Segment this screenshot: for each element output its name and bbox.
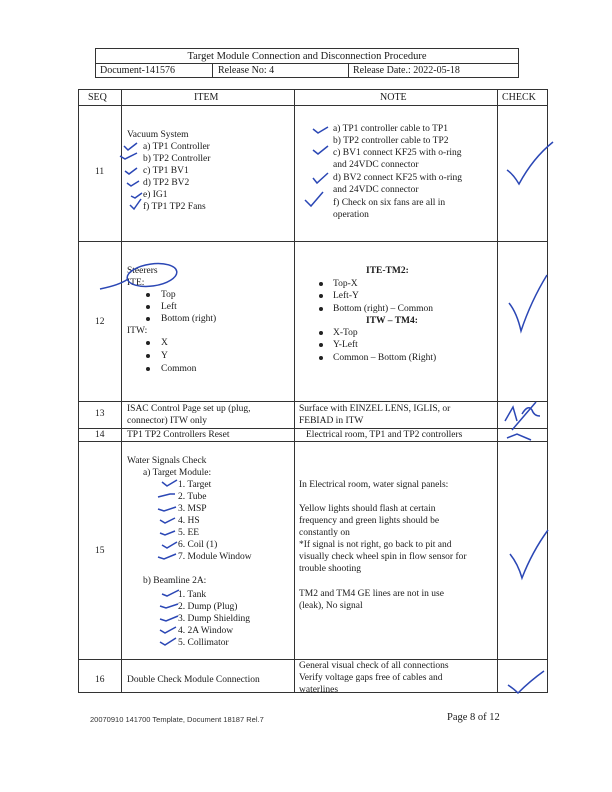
list-item: 4. 2A Window <box>178 626 234 636</box>
check-mark-icon <box>507 142 553 184</box>
group-label: ITE: <box>127 278 145 288</box>
list-item: Left <box>161 302 177 312</box>
pen-stroke-icon <box>507 434 531 440</box>
list-item: 5. EE <box>178 528 200 538</box>
note-line: Bottom (right) – Common <box>333 304 434 314</box>
column-header-seq: SEQ <box>88 92 107 103</box>
seq-number: 11 <box>95 167 105 177</box>
note-line: TM2 and TM4 GE lines are not in use <box>299 589 444 599</box>
note-line: c) BV1 connect KF25 with o-ring <box>333 148 462 158</box>
item-line: Double Check Module Connection <box>127 675 260 685</box>
footer-template: 20070910 141700 Template, Document 18187 Rel.7 <box>90 715 264 724</box>
seq-number: 15 <box>95 546 105 556</box>
note-line: In Electrical room, water signal panels: <box>299 480 449 490</box>
list-item: 1. Tank <box>178 590 207 600</box>
list-item: Common <box>161 364 197 374</box>
sub-heading: b) Beamline 2A: <box>143 576 207 586</box>
note-line: (leak), No signal <box>299 601 363 611</box>
circle-annotation-icon <box>126 261 179 290</box>
note-line: constantly on <box>299 528 350 538</box>
check-mark-icon <box>509 275 547 331</box>
list-item: 2. Tube <box>178 492 207 502</box>
note-line: Common – Bottom (Right) <box>333 353 437 363</box>
tick-mark-icon <box>160 604 178 608</box>
list-item: 6. Coil (1) <box>178 540 218 550</box>
tick-mark-icon <box>124 143 137 150</box>
note-line: Y-Left <box>333 340 358 350</box>
list-item: f) TP1 TP2 Fans <box>143 202 206 212</box>
procedure-title: Target Module Connection and Disconnection Procedure <box>95 48 519 64</box>
list-item: 4. HS <box>178 516 200 526</box>
note-line: visually check wheel spin in flow sensor for <box>299 552 467 562</box>
tick-mark-icon <box>131 193 142 198</box>
list-item: Bottom (right) <box>161 314 217 324</box>
note-heading: ITW – TM4: <box>366 316 418 326</box>
list-item: d) TP2 BV2 <box>143 178 190 188</box>
note-line: FEBIAD in ITW <box>299 416 364 426</box>
note-line: f) Check on six fans are all in <box>333 198 446 208</box>
seq-number: 13 <box>95 409 105 419</box>
list-item: e) IG1 <box>143 190 168 200</box>
tick-mark-icon <box>160 638 176 645</box>
tick-mark-icon <box>313 146 328 154</box>
seq-number: 16 <box>95 675 105 685</box>
tick-mark-icon <box>160 616 178 621</box>
document-number: Document-141576 <box>96 64 213 77</box>
note-line: General visual check of all connections <box>299 661 449 671</box>
note-line: waterlines <box>299 685 339 695</box>
check-mark-icon <box>508 671 544 693</box>
tick-mark-icon <box>160 531 175 535</box>
list-item: 3. Dump Shielding <box>178 614 251 624</box>
tick-mark-icon <box>160 518 175 523</box>
item-line: TP1 TP2 Controllers Reset <box>127 430 230 440</box>
tick-mark-icon <box>162 542 177 548</box>
list-item: 7. Module Window <box>178 552 252 562</box>
list-item: 1. Target <box>178 480 212 490</box>
sub-heading: a) Target Module: <box>143 468 212 478</box>
item-title: Steerers <box>127 266 158 276</box>
note-line: and 24VDC connector <box>333 185 419 195</box>
note-line: Surface with EINZEL LENS, IGLIS, or <box>299 404 451 414</box>
na-handwriting-icon <box>505 402 540 430</box>
list-item: 2. Dump (Plug) <box>178 602 238 612</box>
note-line: a) TP1 controller cable to TP1 <box>333 124 448 134</box>
note-line: Top-X <box>333 279 358 289</box>
tick-mark-icon <box>162 590 179 596</box>
note-line: d) BV2 connect KF25 with o-ring <box>333 173 463 183</box>
tick-mark-icon <box>130 199 141 209</box>
tick-mark-icon <box>125 168 137 174</box>
seq-number: 12 <box>95 317 105 327</box>
pen-stroke-icon <box>100 279 128 289</box>
note-heading: ITE-TM2: <box>366 266 409 276</box>
list-item: Y <box>161 351 168 361</box>
column-header-item: ITEM <box>194 92 219 103</box>
tick-mark-icon <box>160 627 176 633</box>
column-header-check: CHECK <box>502 92 536 103</box>
note-line: operation <box>333 210 369 220</box>
note-line: Left-Y <box>333 291 359 301</box>
list-item: X <box>161 338 168 348</box>
tick-mark-icon <box>158 554 176 559</box>
list-item: b) TP2 Controller <box>143 154 211 164</box>
column-header-note: NOTE <box>380 92 407 103</box>
item-line: ISAC Control Page set up (plug, <box>127 404 251 414</box>
tick-mark-icon <box>162 480 177 486</box>
tick-mark-icon <box>158 494 175 497</box>
list-item: 5. Collimator <box>178 638 229 648</box>
list-item: c) TP1 BV1 <box>143 166 189 176</box>
note-line: Yellow lights should flash at certain <box>299 504 436 514</box>
release-number: Release No: 4 <box>213 64 349 77</box>
tick-mark-icon <box>313 173 328 183</box>
group-label: ITW: <box>127 326 148 336</box>
note-line: Electrical room, TP1 and TP2 controllers <box>306 430 463 440</box>
list-item: a) TP1 Controller <box>143 142 210 152</box>
item-title: Vacuum System <box>127 130 189 140</box>
seq-number: 14 <box>95 430 105 440</box>
note-line: and 24VDC connector <box>333 160 419 170</box>
note-line: b) TP2 controller cable to TP2 <box>333 136 449 146</box>
tick-mark-icon <box>158 507 176 511</box>
tick-mark-icon <box>120 153 137 159</box>
check-mark-icon <box>510 530 548 578</box>
item-line: connector) ITW only <box>127 416 208 426</box>
list-item: Top <box>161 290 176 300</box>
tick-mark-icon <box>127 181 139 186</box>
tick-mark-icon <box>305 192 323 206</box>
page-number: Page 8 of 12 <box>447 712 500 723</box>
list-item: 3. MSP <box>178 504 207 514</box>
note-line: frequency and green lights should be <box>299 516 440 526</box>
note-line: X-Top <box>333 328 358 338</box>
note-line: trouble shooting <box>299 564 362 574</box>
tick-mark-icon <box>313 127 328 133</box>
release-date: Release Date.: 2022-05-18 <box>353 65 460 76</box>
item-title: Water Signals Check <box>127 456 207 466</box>
note-line: *If signal is not right, go back to pit and <box>299 540 452 550</box>
note-line: Verify voltage gaps free of cables and <box>299 673 443 683</box>
